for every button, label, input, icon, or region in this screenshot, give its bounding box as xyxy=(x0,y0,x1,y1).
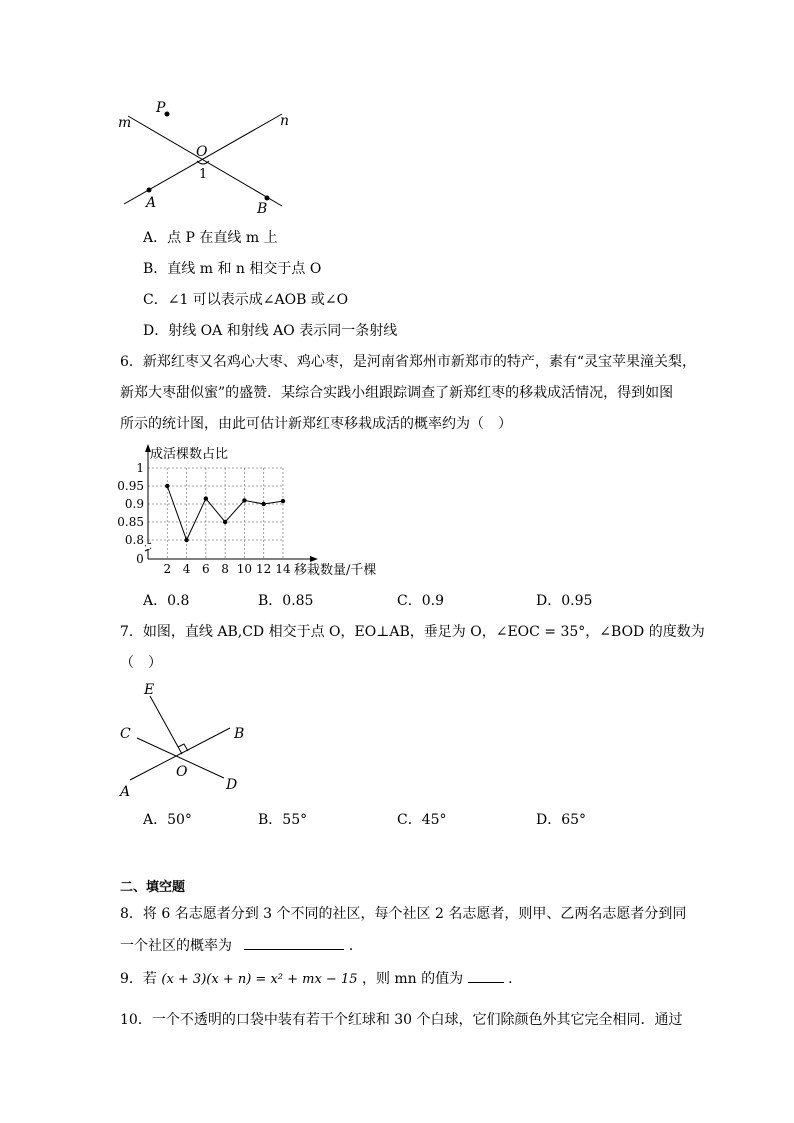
data-point-4 xyxy=(184,538,188,542)
y-tick-label: 0.9 xyxy=(124,497,144,511)
q8-text-line-2-content: 一个社区的概率为 xyxy=(120,938,232,954)
label-o: O xyxy=(176,764,188,780)
q8-text-line-2 xyxy=(120,935,363,956)
q7-text-line-1: 7．如图，直线 AB,CD 相交于点 O，EO⊥AB，垂足为 O，∠EOC = 35°，∠BOD 的度数为 xyxy=(120,624,705,640)
q6-option-c: C．0.9 xyxy=(397,593,444,609)
survival-rate-chart xyxy=(117,440,398,585)
x-tick-label: 14 xyxy=(275,562,291,576)
q9-answer-blank[interactable] xyxy=(468,968,504,983)
data-point-8 xyxy=(223,520,227,524)
q6-option-b: B．0.85 xyxy=(258,593,314,609)
q5-option-d: D．射线 OA 和射线 AO 表示同一条射线 xyxy=(143,323,398,339)
label-a: A xyxy=(146,195,157,211)
q6-text-line-2: 新郑大枣甜似蜜”的盛赞．某综合实践小组跟踪调查了新郑红枣的移栽成活情况，得到如图 xyxy=(120,385,674,401)
data-point-12 xyxy=(261,502,265,506)
q6-text-line-1: 6．新郑红枣又名鸡心大枣、鸡心枣，是河南省郑州市新郑市的特产，素有“灵宝苹果潼关梨， xyxy=(120,354,697,370)
data-point-6 xyxy=(204,496,208,500)
label-c: C xyxy=(120,726,131,742)
label-m: m xyxy=(118,115,132,131)
label-p: P xyxy=(156,100,166,116)
y-axis-title: 成活棵数占比 xyxy=(150,447,229,462)
q5-figure xyxy=(110,92,310,222)
q5-option-c: C．∠1 可以表示成∠AOB 或∠O xyxy=(143,292,349,308)
ray-oe xyxy=(150,696,182,754)
y-tick-label: 0.95 xyxy=(117,479,144,493)
q6-text-line-3: 所示的统计图，由此可估计新郑红枣移栽成活的概率约为（ ） xyxy=(120,416,512,432)
q5-option-a: A．点 P 在直线 m 上 xyxy=(143,230,278,246)
label-b: B xyxy=(257,201,268,217)
q6-option-d: D．0.95 xyxy=(536,593,593,609)
q6-option-a: A．0.8 xyxy=(143,593,190,609)
x-tick-label: 4 xyxy=(182,562,191,576)
data-point-2 xyxy=(165,484,169,488)
q9-equation: (x + 3)(x + n) = x² + mx − 15 xyxy=(161,972,358,987)
q7-option-d: D．65° xyxy=(536,812,587,828)
x-tick-label: 2 xyxy=(163,562,172,576)
label-a: A xyxy=(120,784,131,800)
q10-text-line-1: 10．一个不透明的口袋中装有若干个红球和 30 个白球，它们除颜色外其它完全相同．通过 xyxy=(120,1012,683,1028)
label-1: 1 xyxy=(199,167,208,182)
x-tick-label: 10 xyxy=(236,562,253,576)
y-axis-break-gap xyxy=(146,544,150,549)
section-title: 二、填空题 xyxy=(120,880,186,895)
q7-text-line-2: （ ） xyxy=(120,655,162,671)
x-tick-label: 8 xyxy=(221,562,229,576)
x-tick-label: 12 xyxy=(256,562,272,576)
line-m xyxy=(128,116,282,206)
data-point-10 xyxy=(242,498,246,502)
q7-option-a: A．50° xyxy=(143,812,192,828)
y-tick-label: 1 xyxy=(136,461,144,475)
y-tick-label: 0.85 xyxy=(117,515,144,529)
q8-answer-blank[interactable] xyxy=(244,935,344,950)
q9-end: ． xyxy=(508,971,523,987)
q9-text xyxy=(120,968,522,990)
q7-option-c: C．45° xyxy=(397,812,447,828)
x-tick-label: 6 xyxy=(202,562,210,576)
x-axis-title: 移栽数量/千棵 xyxy=(294,563,377,578)
q8-end: ． xyxy=(348,938,363,954)
y-tick-label: 0.8 xyxy=(124,533,144,547)
label-n: n xyxy=(280,113,290,129)
label-d: D xyxy=(226,777,238,793)
q8-text-line-1: 8．将 6 名志愿者分到 3 个不同的社区，每个社区 2 名志愿者，则甲、乙两名志愿者分到同 xyxy=(120,906,687,922)
label-o: O xyxy=(196,144,208,160)
label-e: E xyxy=(144,682,155,698)
origin-label: 0 xyxy=(136,552,144,566)
q7-option-b: B．55° xyxy=(258,812,308,828)
q9-middle: ，则 mn 的值为 xyxy=(361,971,464,987)
x-axis-arrow xyxy=(310,556,318,562)
q7-figure xyxy=(110,678,260,808)
data-point-14 xyxy=(281,499,285,503)
q5-option-b: B．直线 m 和 n 相交于点 O xyxy=(143,261,322,277)
label-b: B xyxy=(234,726,245,742)
point-a xyxy=(147,188,152,193)
point-b xyxy=(265,196,270,201)
q9-prefix: 9．若 xyxy=(120,971,157,987)
